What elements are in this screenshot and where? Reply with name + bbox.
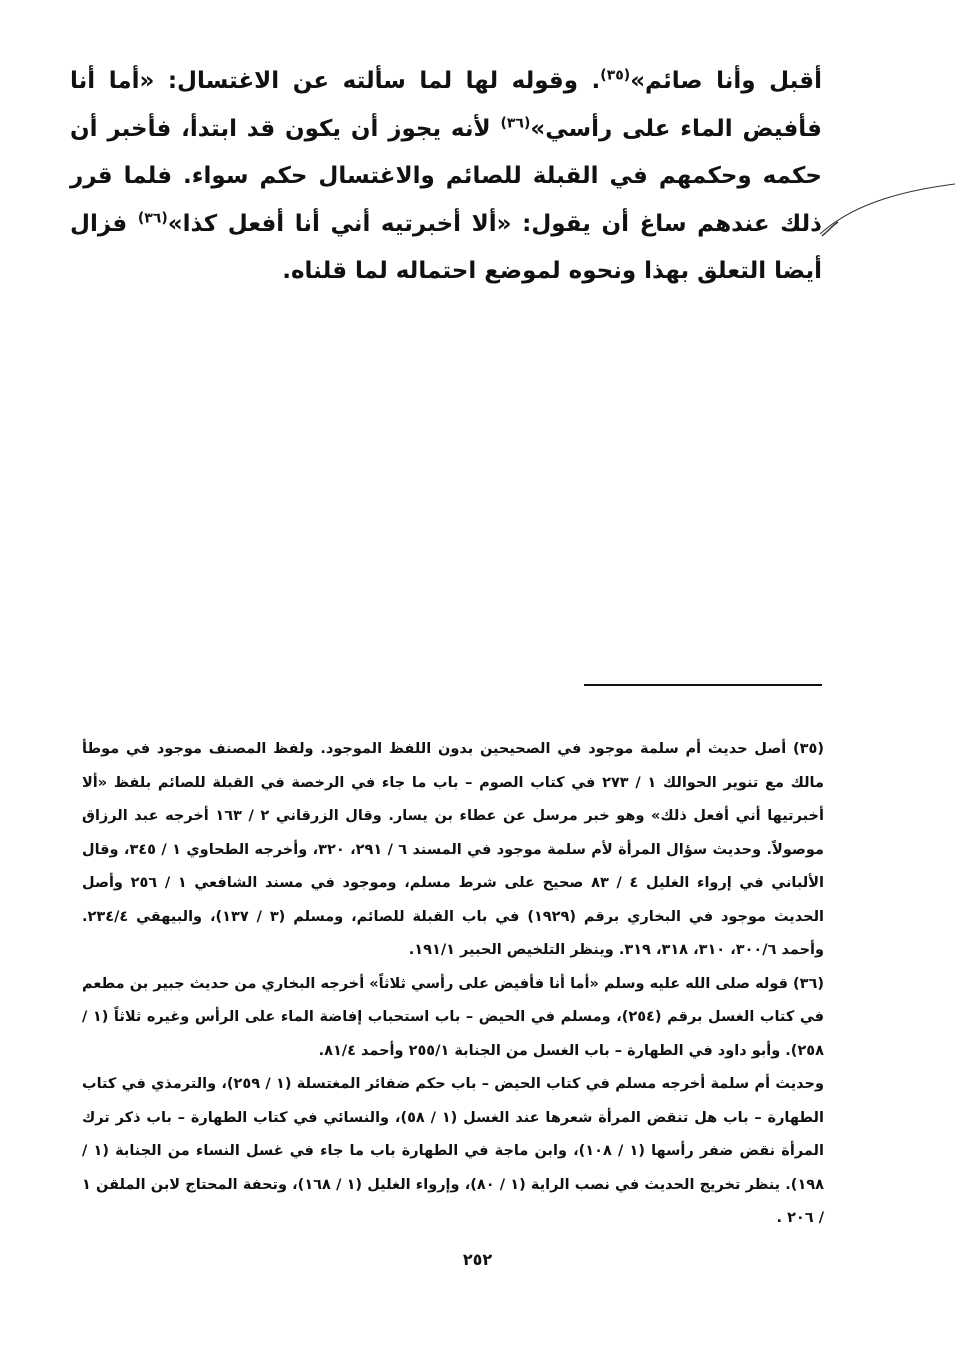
footnotes-section — [82, 733, 824, 1236]
body-segment-3: لأنه يجوز أن يكون قد ابتدأ، فأخبر أن حكمه وحكمهم في القبلة للصائم والاغتسال حكم سواء. فلما قرر ذلك عندهم ساغ أن يقول: «ألا أخبرتيه أني أنا أفعل كذا» — [70, 115, 822, 237]
footnote-35: (٣٥) أصل حديث أم سلمة موجود في الصحيحين بدون اللفظ الموجود. ولفظ المصنف موجود في موطأ مالك مع تنوير الحوالك ١ / ٢٧٣ في كتاب الصوم – باب ما جاء في الرخصة في القبلة للصائم بلفظ «ألا أخبرتيها أني أفعل ذلك» وهو خبر مرسل عن عطاء بن يسار. وقال الزرقاني ٢ / ١٦٣ أخرجه عبد الرزاق موصولاً. وحديث سؤال المرأة لأم سلمة موجود في المسند ٦ / ٢٩١، ٣٢٠، وأخرجه الطحاوي ١ / ٣٤٥، وقال الألباني في إرواء الغليل ٤ / ٨٣ صحيح على شرط مسلم، وموجود في مسند الشافعي ١ / ٢٥٦ وأصل الحديث موجود في البخاري برقم (١٩٢٩) في باب القبلة للصائم، ومسلم (٣ / ١٣٧)، والبيهقي ٢٣٤/٤. وأحمد ٣٠٠/٦، ٣١٠، ٣١٨، ٣١٩. وينظر التلخيص الحبير ١٩١/١. — [82, 741, 824, 958]
footnote-separator — [584, 684, 822, 686]
page-number: ٢٥٢ — [462, 1250, 493, 1269]
footnote-ref-36: (٣٦) — [500, 114, 531, 131]
body-segment-1: أقبل وأنا صائم» — [630, 68, 822, 94]
footnote-ref-35: (٣٥) — [600, 67, 631, 84]
body-segment-4: فزال أيضا التعلق بهذا ونحوه لموضع احتماله لما قلناه. — [70, 210, 822, 284]
footnote-36: (٣٦) قوله صلى الله عليه وسلم «أما أنا فأفيض على رأسي ثلاثاً» أخرجه البخاري من حديث جبير بن مطعم في كتاب الغسل برقم (٢٥٤)، ومسلم في الحيض – باب استحباب إفاضة الماء على الرأس وغيره ثلاثاً (١ / ٢٥٨). وأبو داود في الطهارة – باب الغسل من الجنابة ٢٥٥/١ وأحمد ٨١/٤. — [82, 975, 824, 1059]
main-body-text — [70, 58, 822, 296]
margin-pen-stroke — [820, 176, 955, 246]
footnote-ref-36-second: (٣٦) — [137, 209, 168, 226]
body-segment-2: . وقوله لها لما سألته عن الاغتسال: «أما أنا فأفيض الماء على رأسي» — [70, 68, 822, 142]
footnote-36-continued: وحديث أم سلمة أخرجه مسلم في كتاب الحيض – باب حكم ضفائر المغتسلة (١ / ٢٥٩)، والترمذي في كتاب الطهارة – باب هل تنقض المرأة شعرها عند الغسل (١ / ٥٨)، والنسائي في كتاب الطهارة – باب ذكر ترك المرأة نقض ضفر رأسها (١ / ١٠٨)، وابن ماجة في الطهارة باب ما جاء في غسل النساء من الجنابة (١ / ١٩٨). ينظر تخريج الحديث في نصب الراية (١ / ٨٠)، وإرواء الغليل (١ / ١٦٨)، وتحفة المحتاج لابن الملقن ١ / ٢٠٦ . — [82, 1076, 824, 1226]
